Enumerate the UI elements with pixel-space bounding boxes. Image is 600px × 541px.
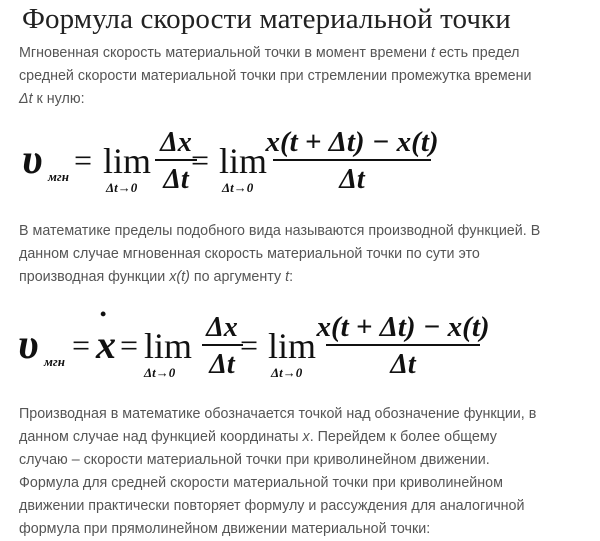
lim-operator: lim xyxy=(268,326,317,366)
paragraph-2-line-3: производная функции x(t) по аргументу t: xyxy=(19,269,294,285)
lim-operator: lim xyxy=(144,326,193,366)
paragraph-3-line-2: данном случае над функцией координаты x. Перейдем к более общему xyxy=(19,429,497,445)
paragraph-3-line-3: случаю – скорости материальной точки при криволинейном движении. xyxy=(19,452,490,468)
fraction-denominator: Δt xyxy=(339,164,365,195)
paragraph-2 xyxy=(19,220,584,289)
equals-sign: = xyxy=(191,142,210,178)
lim-subscript: Δt→0 xyxy=(106,180,138,195)
equals-sign: = xyxy=(120,327,139,363)
lim-operator: lim xyxy=(103,141,152,181)
fraction-denominator: Δt xyxy=(209,349,235,380)
fraction-numerator: Δx xyxy=(206,312,238,343)
fraction-denominator: Δt xyxy=(163,164,189,195)
paragraph-3-line-4: Формула для средней скорости материальной точки при криволинейном xyxy=(19,475,503,491)
velocity-subscript: мгн xyxy=(44,354,65,369)
fraction-numerator: x(t + Δt) − x(t) xyxy=(316,311,490,343)
velocity-symbol: υ xyxy=(22,137,43,183)
page-title: Формула скорости материальной точки xyxy=(22,3,511,35)
derivative-dot: • xyxy=(100,304,107,324)
lim-subscript: Δt→0 xyxy=(271,365,303,380)
paragraph-1 xyxy=(19,42,584,111)
equals-sign: = xyxy=(72,327,91,363)
equals-sign: = xyxy=(74,142,93,178)
lim-subscript: Δt→0 xyxy=(222,180,254,195)
fraction-denominator: Δt xyxy=(390,349,416,380)
fraction-numerator: Δx xyxy=(160,127,192,158)
fraction-numerator: x(t + Δt) − x(t) xyxy=(265,126,439,158)
paragraph-3-line-1: Производная в математике обозначается точкой над обозначение функции, в xyxy=(19,406,537,422)
paragraph-2-line-1: В математике пределы подобного вида называются производной функцией. В xyxy=(19,223,541,239)
lim-subscript: Δt→0 xyxy=(144,365,176,380)
paragraph-3-line-6: формула при прямолинейном движении материальной точки: xyxy=(19,521,431,537)
paragraph-2-line-2: данном случае мгновенная скорость материальной точки по сути это xyxy=(19,246,480,262)
equals-sign: = xyxy=(240,327,259,363)
paragraph-1-line-3: Δt к нулю: xyxy=(19,91,85,107)
paragraph-3 xyxy=(19,403,584,541)
lim-operator: lim xyxy=(219,141,268,181)
paragraph-1-line-1: Мгновенная скорость материальной точки в момент времени t есть предел xyxy=(19,45,520,61)
x-variable: x xyxy=(96,322,116,367)
formula-instant-velocity xyxy=(0,115,600,205)
formula-derivative-velocity xyxy=(0,300,600,390)
paragraph-1-line-2: средней скорости материальной точки при стремлении промежутка времени xyxy=(19,68,532,84)
velocity-subscript: мгн xyxy=(48,169,69,184)
paragraph-3-line-5: движении практически повторяет формулу и рассуждения для аналогичной xyxy=(19,498,525,514)
velocity-symbol: υ xyxy=(18,322,39,368)
